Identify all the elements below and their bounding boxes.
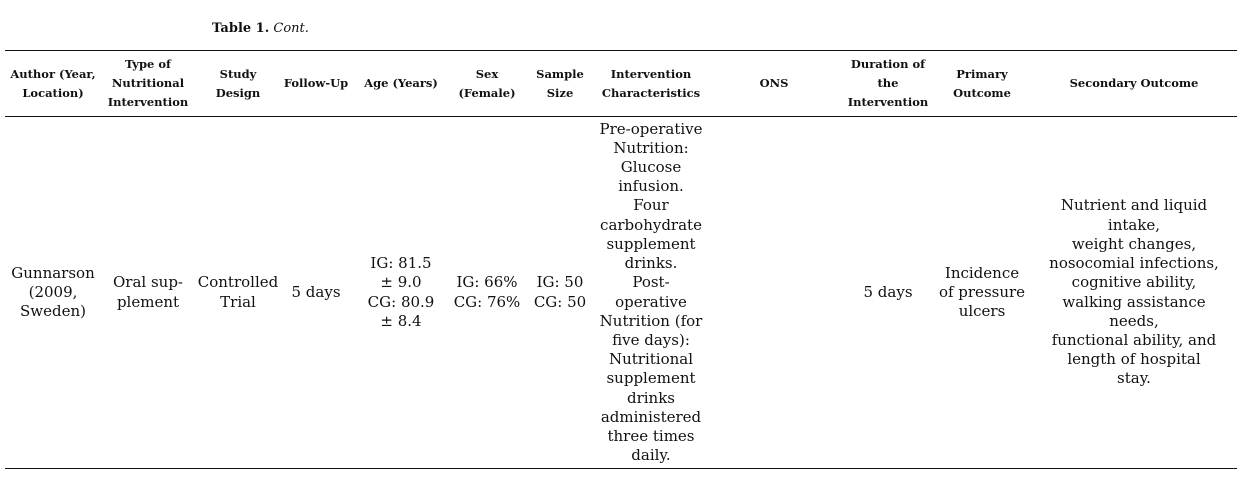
header-ons: ONS [759,76,789,90]
header-sex: Sex (Female) [458,66,516,100]
cell-age: IG: 81.5 ± 9.0 CG: 80.9 ± 8.4 [367,254,435,330]
table-caption-continuation: Cont. [273,21,309,36]
header-author: Author (Year, Location) [10,66,96,100]
header-intervention-type: Type of Nutritional Intervention [107,57,189,109]
cell-primary-outcome: Incidence of pressure ulcers [938,263,1026,321]
header-sample-size: Sample Size [536,66,584,100]
header-duration: Duration of the Intervention [847,57,929,109]
cell-sample-size: IG: 50 CG: 50 [533,273,587,311]
cell-follow-up: 5 days [291,282,341,301]
header-intervention-characteristics: Intervention Characteristics [601,66,701,100]
table-caption [212,21,309,37]
cell-sex: IG: 66% CG: 76% [453,273,521,311]
table-row [5,117,1237,469]
header-follow-up: Follow-Up [283,76,349,90]
cell-ons [705,117,843,469]
cell-intervention-characteristics: Pre-operative Nutrition: Glucose infusion. Four carbohydrate supplement drinks. Post- operative Nutrition (for five days): Nutritional supplement drinks administered three times daily. [599,119,703,465]
table-caption-label: Table 1. [212,21,270,36]
results-table [5,50,1237,469]
cell-secondary-outcome: Nutrient and liquid intake, weight changes, nosocomial infections, cognitive ability, walking assistance needs, functional ability, and length of hospital stay. [1049,196,1219,388]
cell-study-design: Controlled Trial [197,273,279,311]
cell-intervention-type: Oral sup- plement [112,273,183,311]
cell-duration: 5 days [863,282,913,301]
header-secondary-outcome: Secondary Outcome [1069,76,1199,90]
cell-author: Gunnarson (2009, Sweden) [11,263,95,321]
header-primary-outcome: Primary Outcome [953,66,1011,100]
table-header-row [5,51,1237,117]
header-age: Age (Years) [364,76,438,90]
header-study-design: Study Design [215,66,261,100]
